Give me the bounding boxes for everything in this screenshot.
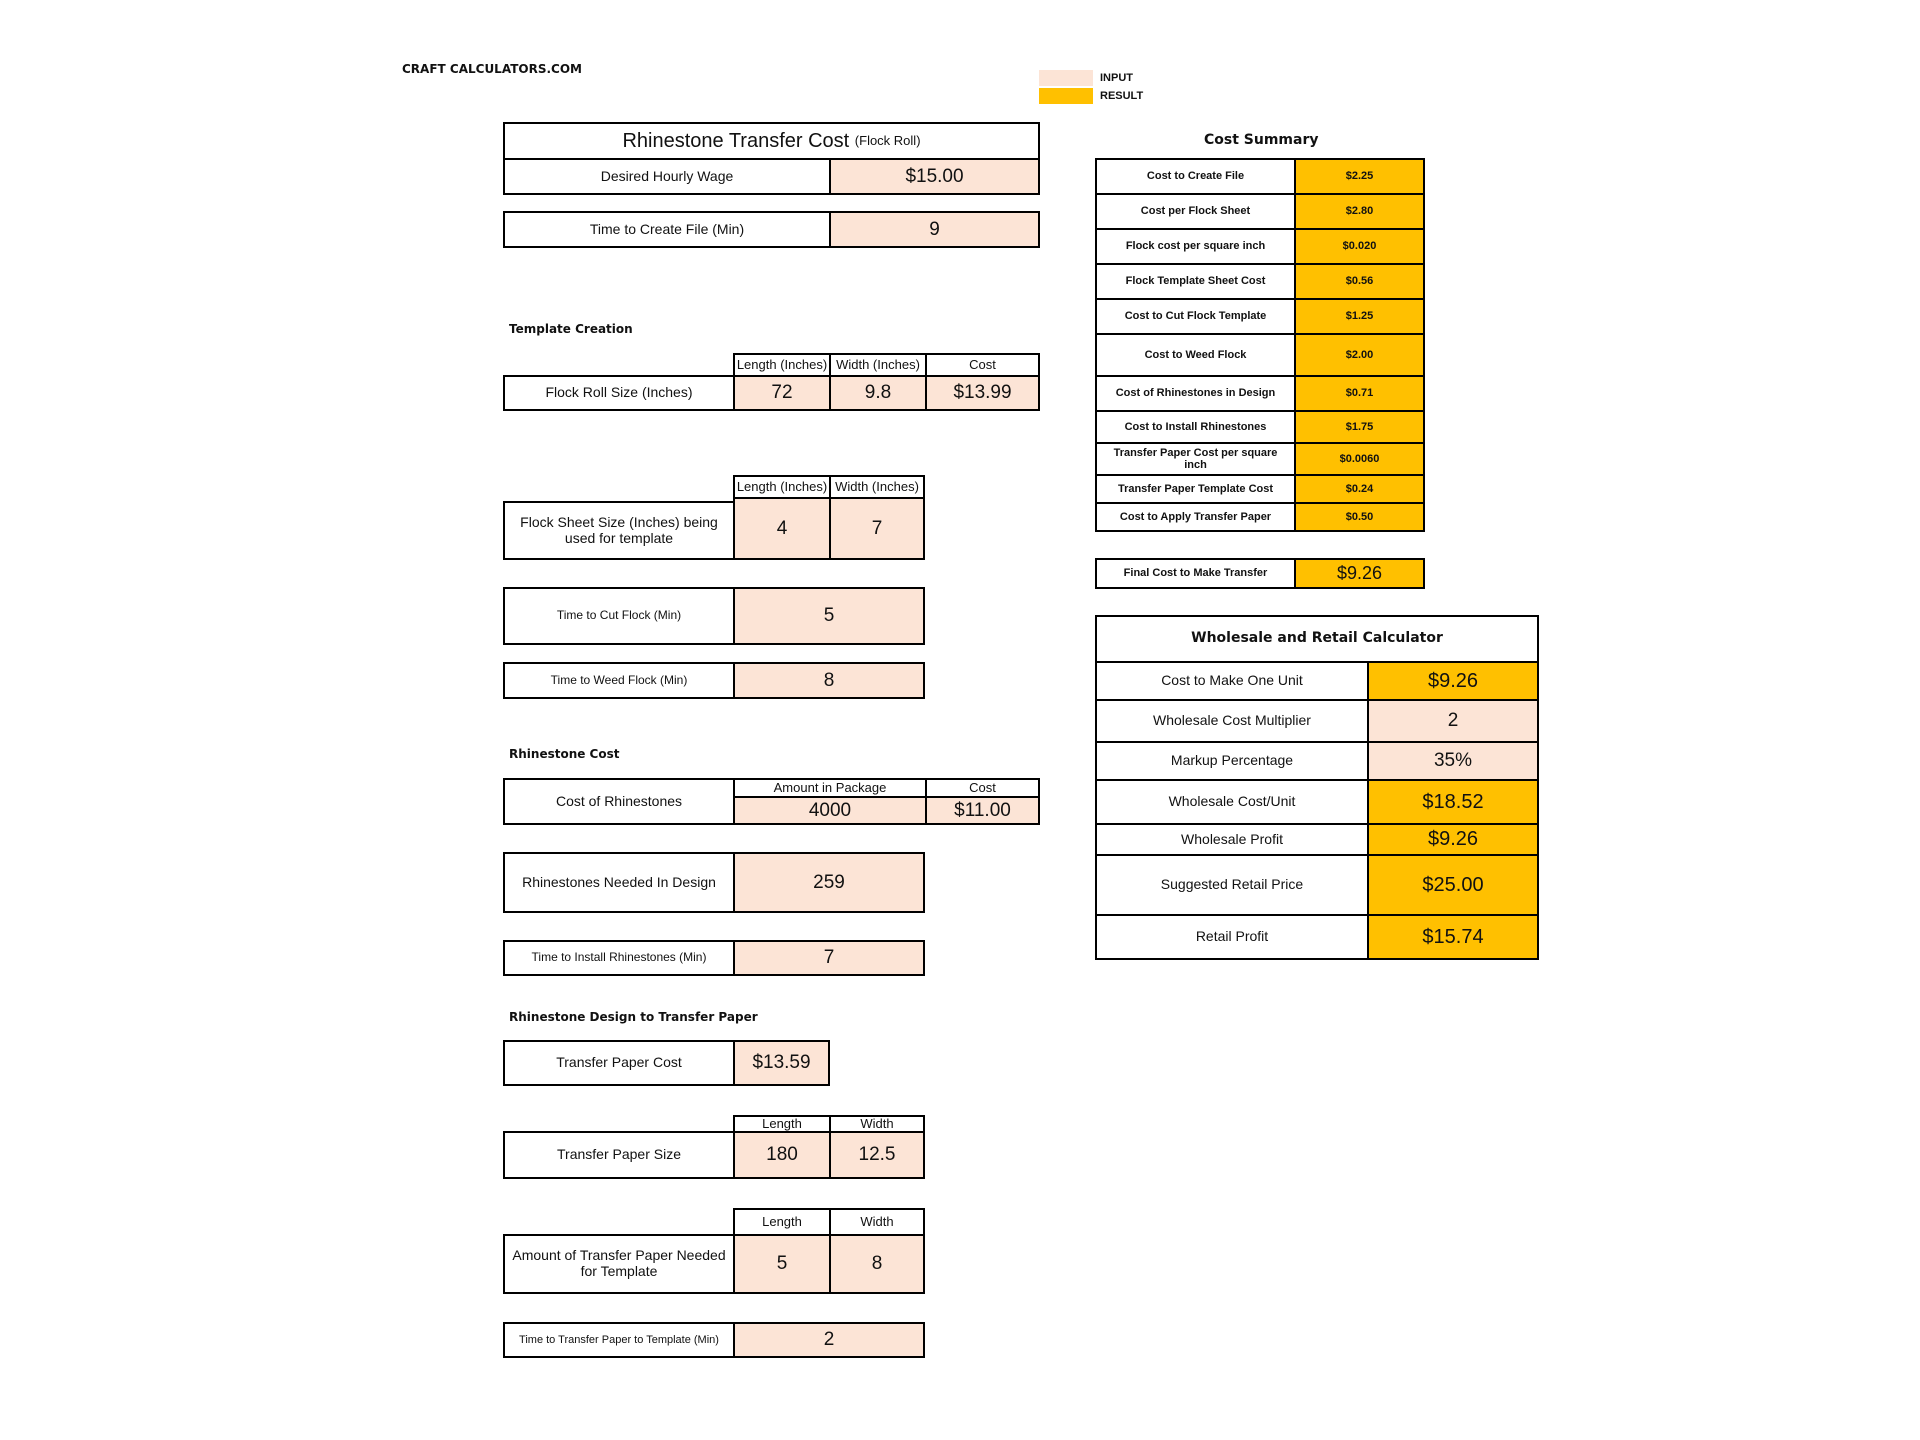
calculator-title <box>503 122 1040 160</box>
time-install-label: Time to Install Rhinestones (Min) <box>503 940 735 976</box>
summary-flock-sheet-value: $2.80 <box>1294 193 1425 230</box>
roll-length-header: Length (Inches) <box>733 353 831 377</box>
flock-sheet-length-input[interactable]: 4 <box>733 497 831 560</box>
time-create-file-input[interactable]: 9 <box>829 211 1040 248</box>
suggested-retail-value: $25.00 <box>1367 854 1539 916</box>
markup-percentage-input[interactable]: 35% <box>1367 741 1539 781</box>
flock-sheet-label: Flock Sheet Size (Inches) being used for template <box>503 501 735 560</box>
paper-size-width-header: Width <box>829 1115 925 1133</box>
flock-roll-label: Flock Roll Size (Inches) <box>503 375 735 411</box>
paper-size-length-header: Length <box>733 1115 831 1133</box>
brand-title: CRAFT CALCULATORS.COM <box>402 62 582 76</box>
sheet-length-header: Length (Inches) <box>733 475 831 499</box>
retail-profit-value: $15.74 <box>1367 914 1539 960</box>
summary-weed-flock-label: Cost to Weed Flock <box>1095 333 1296 377</box>
summary-rhinestones-label: Cost of Rhinestones in Design <box>1095 375 1296 412</box>
final-cost-value: $9.26 <box>1294 558 1425 589</box>
summary-create-file-value: $2.25 <box>1294 158 1425 195</box>
summary-paper-sq-inch-label: Transfer Paper Cost per square inch <box>1095 442 1296 476</box>
legend-input-label: INPUT <box>1100 72 1133 84</box>
paper-needed-label: Amount of Transfer Paper Needed for Template <box>503 1234 735 1294</box>
cost-rhinestones-label: Cost of Rhinestones <box>503 778 735 825</box>
transfer-paper-cost-label: Transfer Paper Cost <box>503 1040 735 1086</box>
summary-install-label: Cost to Install Rhinestones <box>1095 410 1296 444</box>
summary-rhinestones-value: $0.71 <box>1294 375 1425 412</box>
wholesale-cost-unit-label: Wholesale Cost/Unit <box>1095 779 1369 825</box>
rhinestone-cost-header: Cost <box>925 778 1040 798</box>
legend-result-swatch <box>1039 88 1093 104</box>
flock-roll-cost-input[interactable]: $13.99 <box>925 375 1040 411</box>
transfer-paper-width-input[interactable]: 12.5 <box>829 1131 925 1179</box>
summary-flock-sheet-label: Cost per Flock Sheet <box>1095 193 1296 230</box>
rhinestones-needed-label: Rhinestones Needed In Design <box>503 852 735 913</box>
cost-one-unit-value: $9.26 <box>1367 661 1539 701</box>
wholesale-multiplier-label: Wholesale Cost Multiplier <box>1095 699 1369 743</box>
time-cut-flock-label: Time to Cut Flock (Min) <box>503 587 735 645</box>
paper-needed-length-header: Length <box>733 1208 831 1236</box>
summary-paper-template-value: $0.24 <box>1294 474 1425 504</box>
summary-paper-sq-inch-value: $0.0060 <box>1294 442 1425 476</box>
retail-profit-label: Retail Profit <box>1095 914 1369 960</box>
time-cut-flock-input[interactable]: 5 <box>733 587 925 645</box>
transfer-paper-length-input[interactable]: 180 <box>733 1131 831 1179</box>
summary-cut-flock-value: $1.25 <box>1294 298 1425 335</box>
calculator-title-note: (Flock Roll) <box>854 132 921 148</box>
amount-package-header: Amount in Package <box>733 778 927 798</box>
rhinestones-needed-input[interactable]: 259 <box>733 852 925 913</box>
sheet-width-header: Width (Inches) <box>829 475 925 499</box>
hourly-wage-input[interactable]: $15.00 <box>829 158 1040 195</box>
time-install-input[interactable]: 7 <box>733 940 925 976</box>
summary-apply-paper-value: $0.50 <box>1294 502 1425 532</box>
rhinestone-package-cost-input[interactable]: $11.00 <box>925 796 1040 825</box>
flock-sheet-width-input[interactable]: 7 <box>829 497 925 560</box>
wholesale-profit-label: Wholesale Profit <box>1095 823 1369 856</box>
wholesale-profit-value: $9.26 <box>1367 823 1539 856</box>
rhinestone-amount-input[interactable]: 4000 <box>733 796 927 825</box>
time-transfer-label: Time to Transfer Paper to Template (Min) <box>503 1322 735 1358</box>
wholesale-multiplier-input[interactable]: 2 <box>1367 699 1539 743</box>
time-weed-flock-label: Time to Weed Flock (Min) <box>503 662 735 699</box>
summary-flock-sq-inch-value: $0.020 <box>1294 228 1425 265</box>
transfer-paper-heading: Rhinestone Design to Transfer Paper <box>509 1010 758 1024</box>
hourly-wage-label: Desired Hourly Wage <box>503 158 831 195</box>
summary-apply-paper-label: Cost to Apply Transfer Paper <box>1095 502 1296 532</box>
cost-summary-heading: Cost Summary <box>1204 132 1319 148</box>
summary-install-value: $1.75 <box>1294 410 1425 444</box>
transfer-paper-cost-input[interactable]: $13.59 <box>733 1040 830 1086</box>
paper-needed-width-input[interactable]: 8 <box>829 1234 925 1294</box>
roll-cost-header: Cost <box>925 353 1040 377</box>
summary-create-file-label: Cost to Create File <box>1095 158 1296 195</box>
summary-flock-sq-inch-label: Flock cost per square inch <box>1095 228 1296 265</box>
legend-input-swatch <box>1039 70 1093 86</box>
time-transfer-input[interactable]: 2 <box>733 1322 925 1358</box>
time-create-file-label: Time to Create File (Min) <box>503 211 831 248</box>
roll-width-header: Width (Inches) <box>829 353 927 377</box>
calculator-title-text: Rhinestone Transfer Cost <box>622 129 850 152</box>
template-creation-heading: Template Creation <box>509 322 633 336</box>
summary-weed-flock-value: $2.00 <box>1294 333 1425 377</box>
summary-template-sheet-value: $0.56 <box>1294 263 1425 300</box>
paper-needed-length-input[interactable]: 5 <box>733 1234 831 1294</box>
paper-needed-width-header: Width <box>829 1208 925 1236</box>
summary-paper-template-label: Transfer Paper Template Cost <box>1095 474 1296 504</box>
transfer-paper-size-label: Transfer Paper Size <box>503 1131 735 1179</box>
cost-one-unit-label: Cost to Make One Unit <box>1095 661 1369 701</box>
markup-percentage-label: Markup Percentage <box>1095 741 1369 781</box>
time-weed-flock-input[interactable]: 8 <box>733 662 925 699</box>
flock-roll-length-input[interactable]: 72 <box>733 375 831 411</box>
summary-template-sheet-label: Flock Template Sheet Cost <box>1095 263 1296 300</box>
wholesale-cost-unit-value: $18.52 <box>1367 779 1539 825</box>
summary-cut-flock-label: Cost to Cut Flock Template <box>1095 298 1296 335</box>
suggested-retail-label: Suggested Retail Price <box>1095 854 1369 916</box>
wholesale-title: Wholesale and Retail Calculator <box>1095 615 1539 663</box>
flock-roll-width-input[interactable]: 9.8 <box>829 375 927 411</box>
legend-result-label: RESULT <box>1100 90 1144 102</box>
final-cost-label: Final Cost to Make Transfer <box>1095 558 1296 589</box>
rhinestone-cost-heading: Rhinestone Cost <box>509 747 620 761</box>
